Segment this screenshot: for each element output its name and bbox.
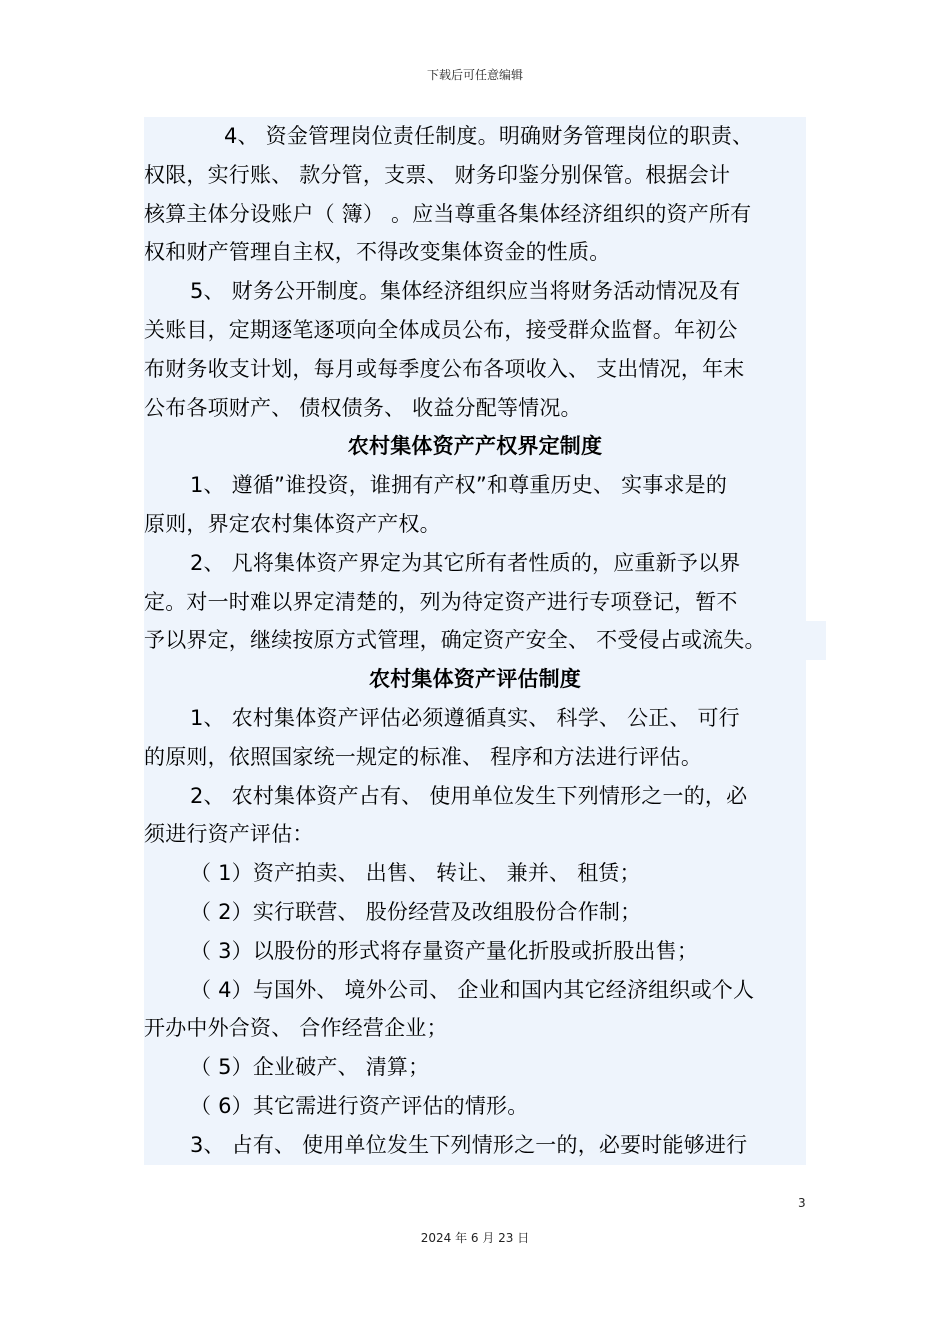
paragraph-line: 布财务收支计划，每月或每季度公布各项收入、 支出情况，年末 xyxy=(144,356,745,381)
paragraph-line: 原则，界定农村集体资产产权。 xyxy=(144,511,441,536)
paragraph-line: 2、 农村集体资产占有、 使用单位发生下列情形之一的，必 xyxy=(190,783,748,808)
paragraph-line: 开办中外合资、 合作经营企业； xyxy=(144,1016,448,1041)
paragraph-line: 2、 凡将集体资产界定为其它所有者性质的，应重新予以界 xyxy=(190,550,741,575)
list-item: （ 1）资产拍卖、 出售、 转让、 兼并、 租赁； xyxy=(190,861,641,886)
page-footer-date: 2024 年 6 月 23 日 xyxy=(420,1231,530,1245)
paragraph-line: 公布各项财产、 债权债务、 收益分配等情况。 xyxy=(144,395,582,420)
list-item: （ 5）企业破产、 清算； xyxy=(190,1055,430,1080)
paragraph-line: 的原则，依照国家统一规定的标准、 程序和方法进行评估。 xyxy=(144,744,703,769)
paragraph-line: 核算主体分设账户（ 簿） 。应当尊重各集体经济组织的资产所有 xyxy=(144,201,752,226)
paragraph-line: 权限，实行账、 款分管，支票、 财务印鉴分别保管。根据会计 xyxy=(144,162,731,187)
paragraph-line: 5、 财务公开制度。集体经济组织应当将财务活动情况及有 xyxy=(190,279,741,304)
paragraph-line: 关账目，定期逐笔逐项向全体成员公布，接受群众监督。年初公 xyxy=(144,317,738,342)
document-body xyxy=(144,117,806,1165)
paragraph-line: 3、 占有、 使用单位发生下列情形之一的，必要时能够进行 xyxy=(190,1132,748,1157)
paragraph-line: 4、 资金管理岗位责任制度。明确财务管理岗位的职责、 xyxy=(224,124,754,148)
page-header: 下载后可任意编辑 xyxy=(426,68,523,82)
page-number: 3 xyxy=(798,1196,806,1210)
section-title: 农村集体资产评估制度 xyxy=(369,667,581,692)
paragraph-line: 1、 遵循”谁投资，谁拥有产权”和尊重历史、 实事求是的 xyxy=(190,473,728,498)
paragraph-line: 须进行资产评估： xyxy=(144,822,314,847)
paragraph-line: 权和财产管理自主权，不得改变集体资金的性质。 xyxy=(144,240,611,265)
list-item: （ 4）与国外、 境外公司、 企业和国内其它经济组织或个人 xyxy=(190,977,755,1002)
section-title: 农村集体资产产权界定制度 xyxy=(347,434,603,459)
list-item: （ 6）其它需进行资产评估的情形。 xyxy=(190,1093,529,1118)
paragraph-line: 定。对一时难以界定清楚的，列为待定资产进行专项登记，暂不 xyxy=(144,589,738,614)
list-item: （ 2）实行联营、 股份经营及改组股份合作制； xyxy=(190,899,642,924)
paragraph-line: 予以界定，继续按原方式管理，确定资产安全、 不受侵占或流失。 xyxy=(144,621,826,660)
paragraph-line: 1、 农村集体资产评估必须遵循真实、 科学、 公正、 可行 xyxy=(190,705,740,730)
list-item: （ 3）以股份的形式将存量资产量化折股或折股出售； xyxy=(190,938,699,963)
